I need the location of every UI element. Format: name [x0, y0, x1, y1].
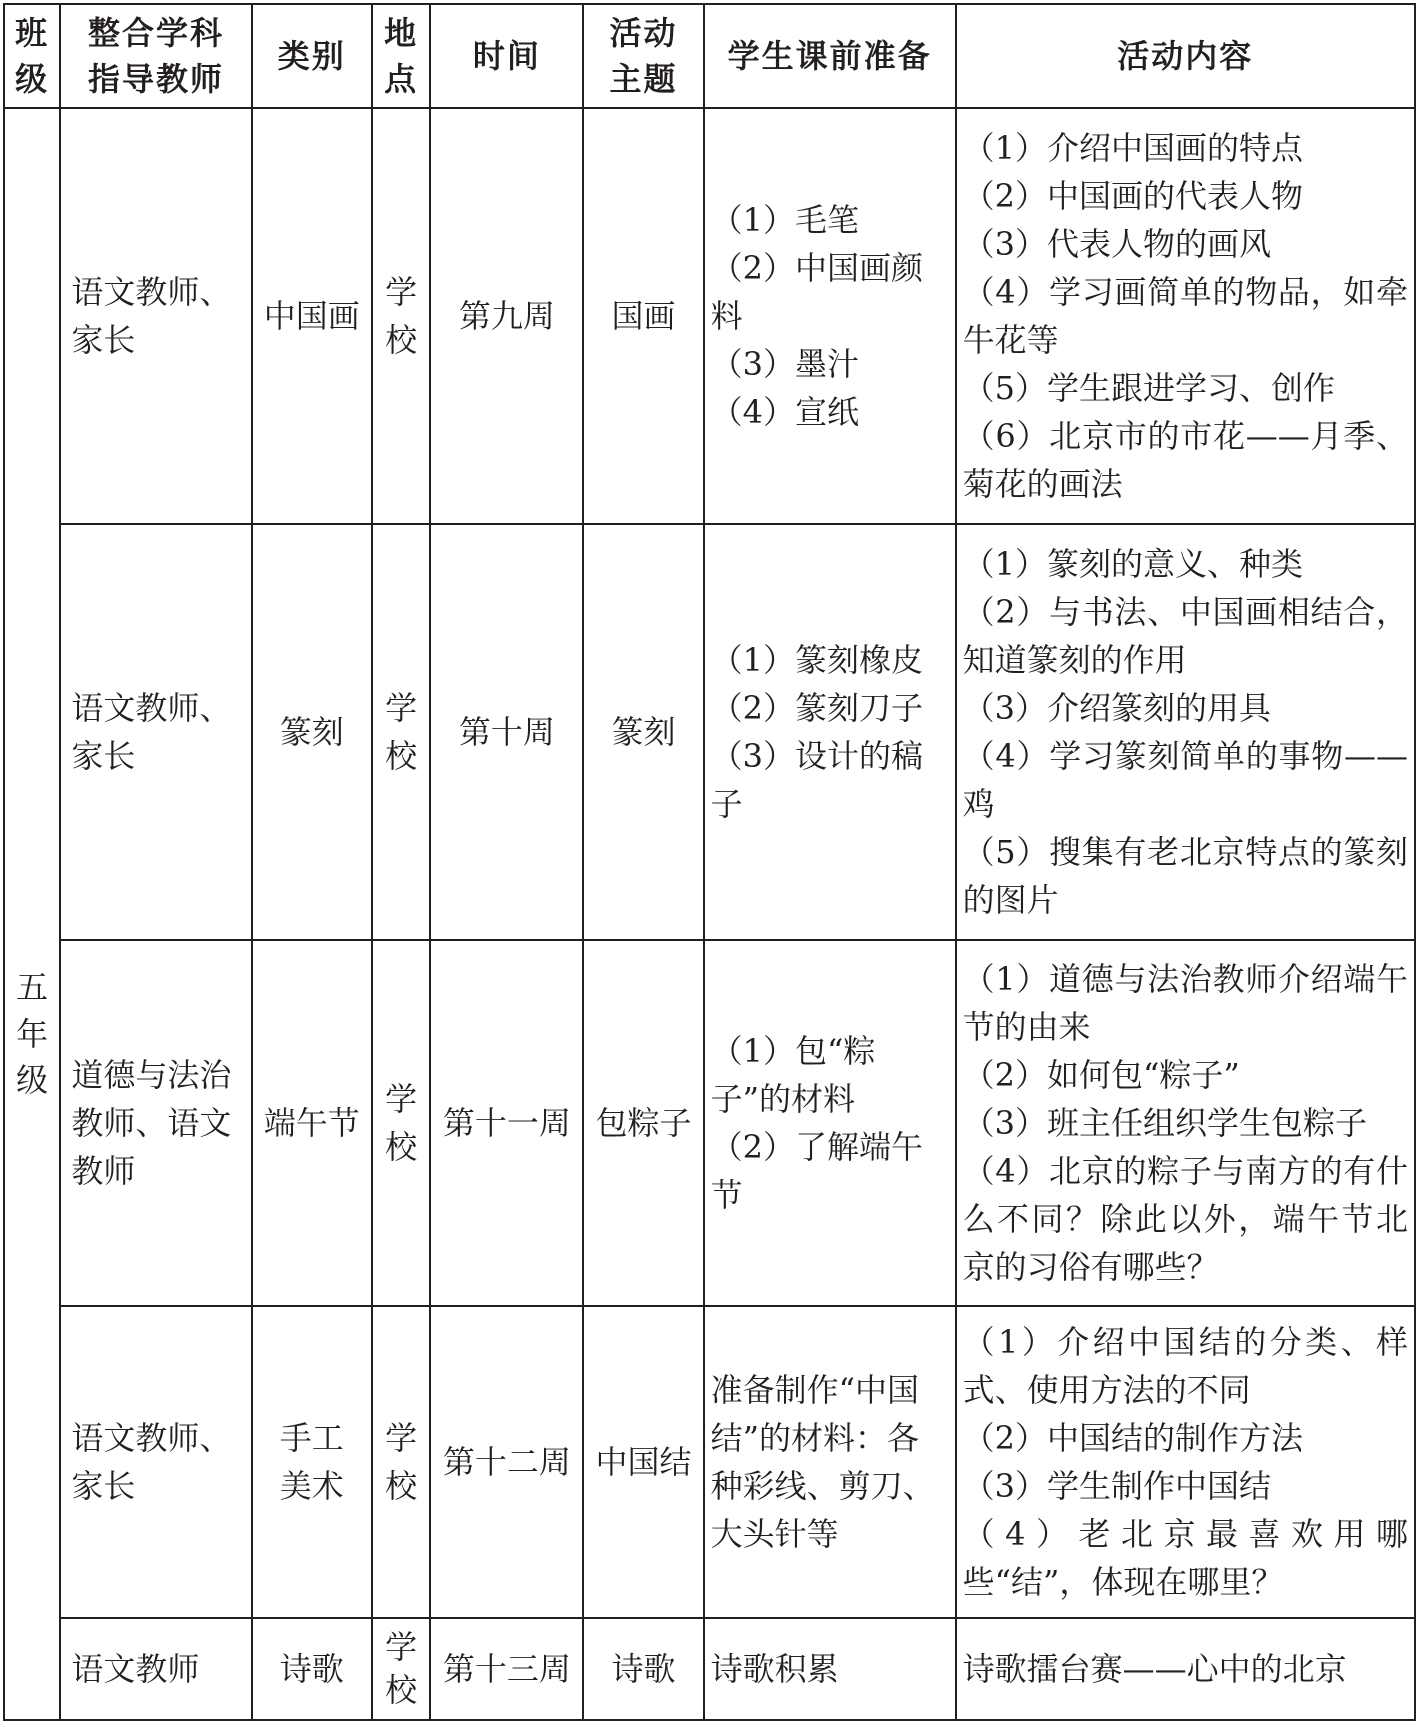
category-cell: 端午节 — [252, 940, 372, 1306]
header-theme: 活动 主题 — [583, 4, 703, 108]
header-teacher: 整合学科 指导教师 — [60, 4, 251, 108]
preparation-cell: 诗歌积累 — [704, 1618, 956, 1720]
grade-cell: 五 年 级 — [4, 108, 60, 1720]
teacher-cell: 语文教师、 家长 — [60, 108, 251, 524]
activity-content-cell: （1）道德与法治教师介绍端午节的由来 （2）如何包“粽子” （3）班主任组织学生包粽子 （4）北京的粽子与南方的有什么不同？除此以外，端午节北京的习俗有哪些？ — [956, 940, 1415, 1306]
theme-cell: 包粽子 — [583, 940, 703, 1306]
time-cell: 第十三周 — [430, 1618, 583, 1720]
header-grade: 班 级 — [4, 4, 60, 108]
teacher-cell: 道德与法治 教师、语文 教师 — [60, 940, 251, 1306]
activity-content-cell: （1）介绍中国结的分类、样式、使用方法的不同 （2）中国结的制作方法 （3）学生制作中国结 （4）老北京最喜欢用哪些“结”，体现在哪里？ — [956, 1306, 1415, 1618]
time-cell: 第十二周 — [430, 1306, 583, 1618]
location-cell: 学 校 — [372, 108, 430, 524]
teacher-cell: 语文教师 — [60, 1618, 251, 1720]
table-row — [4, 1618, 1415, 1720]
theme-cell: 篆刻 — [583, 524, 703, 940]
table-row — [4, 524, 1415, 940]
location-cell: 学 校 — [372, 524, 430, 940]
preparation-cell: （1）篆刻橡皮 （2）篆刻刀子 （3）设计的稿子 — [704, 524, 956, 940]
theme-cell: 诗歌 — [583, 1618, 703, 1720]
preparation-cell: （1）毛笔 （2）中国画颜料 （3）墨汁 （4）宣纸 — [704, 108, 956, 524]
header-time: 时间 — [430, 4, 583, 108]
theme-cell: 中国结 — [583, 1306, 703, 1618]
table-row — [4, 940, 1415, 1306]
table-row — [4, 108, 1415, 524]
location-cell: 学 校 — [372, 1618, 430, 1720]
location-cell: 学 校 — [372, 940, 430, 1306]
header-content: 活动内容 — [956, 4, 1415, 108]
category-cell: 中国画 — [252, 108, 372, 524]
time-cell: 第十一周 — [430, 940, 583, 1306]
location-cell: 学 校 — [372, 1306, 430, 1618]
category-cell: 篆刻 — [252, 524, 372, 940]
header-row — [4, 4, 1415, 108]
activity-content-cell: （1）篆刻的意义、种类 （2）与书法、中国画相结合，知道篆刻的作用 （3）介绍篆刻的用具 （4）学习篆刻简单的事物——鸡 （5）搜集有老北京特点的篆刻的图片 — [956, 524, 1415, 940]
header-preparation: 学生课前准备 — [704, 4, 956, 108]
category-cell: 诗歌 — [252, 1618, 372, 1720]
preparation-cell: 准备制作“中国结”的材料：各种彩线、剪刀、大头针等 — [704, 1306, 956, 1618]
time-cell: 第九周 — [430, 108, 583, 524]
activity-content-cell: （1）介绍中国画的特点 （2）中国画的代表人物 （3）代表人物的画风 （4）学习画简单的物品，如牵牛花等 （5）学生跟进学习、创作 （6）北京市的市花——月季、菊花的画法 — [956, 108, 1415, 524]
header-location: 地 点 — [372, 4, 430, 108]
category-cell: 手工 美术 — [252, 1306, 372, 1618]
teacher-cell: 语文教师、 家长 — [60, 1306, 251, 1618]
activity-content-cell: 诗歌擂台赛——心中的北京 — [956, 1618, 1415, 1720]
activity-schedule-table — [3, 3, 1416, 1721]
time-cell: 第十周 — [430, 524, 583, 940]
teacher-cell: 语文教师、 家长 — [60, 524, 251, 940]
table-row — [4, 1306, 1415, 1618]
theme-cell: 国画 — [583, 108, 703, 524]
header-category: 类别 — [252, 4, 372, 108]
preparation-cell: （1）包“粽子”的材料 （2）了解端午节 — [704, 940, 956, 1306]
